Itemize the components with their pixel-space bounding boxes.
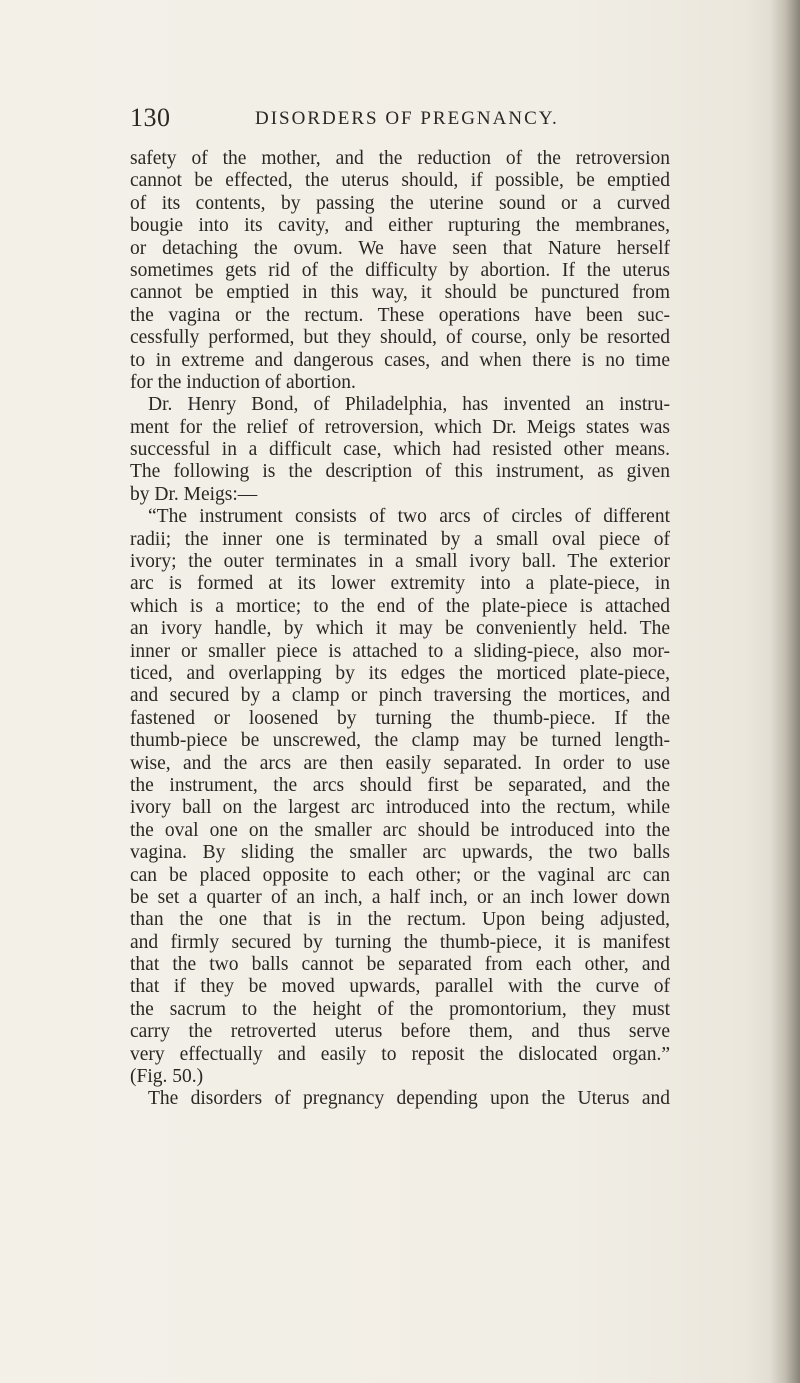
text-line: that the two balls cannot be separated from each other, and bbox=[130, 954, 670, 976]
text-line: the instrument, the arcs should first be separated, and the bbox=[130, 774, 670, 796]
text-line: cannot be emptied in this way, it should be punctured from bbox=[130, 282, 670, 304]
text-line: ivory ball on the largest arc introduced into the rectum, while bbox=[130, 797, 670, 819]
text-line: for the induction of abortion. bbox=[130, 371, 356, 393]
text-line: carry the retroverted uterus before them, and thus serve bbox=[130, 1021, 670, 1043]
text-line: be set a quarter of an inch, a half inch, or an inch lower down bbox=[130, 886, 670, 908]
text-line: “The instrument consists of two arcs of circles of different bbox=[148, 506, 670, 528]
text-line: ticed, and overlapping by its edges the morticed plate-piece, bbox=[130, 662, 670, 684]
text-line: of its contents, by passing the uterine sound or a curved bbox=[130, 192, 670, 214]
running-title: DISORDERS OF PREGNANCY. bbox=[255, 108, 559, 129]
text-line: The disorders of pregnancy depending upon the Uterus and bbox=[148, 1088, 670, 1110]
running-head bbox=[130, 103, 690, 137]
page-number: 130 bbox=[130, 103, 171, 132]
text-line: by Dr. Meigs:— bbox=[130, 483, 258, 505]
text-line: successful in a difficult case, which had resisted other means. bbox=[130, 439, 670, 461]
text-line: can be placed opposite to each other; or the vaginal arc can bbox=[130, 864, 670, 886]
text-line: Dr. Henry Bond, of Philadelphia, has invented an instru- bbox=[148, 394, 670, 416]
text-line: ment for the relief of retroversion, which Dr. Meigs states was bbox=[130, 416, 670, 438]
text-line: the vagina or the rectum. These operations have been suc- bbox=[130, 304, 670, 326]
text-line: the sacrum to the height of the promontorium, they must bbox=[130, 998, 670, 1020]
text-line: inner or smaller piece is attached to a sliding-piece, also mor- bbox=[130, 640, 670, 662]
text-line: (Fig. 50.) bbox=[130, 1066, 204, 1088]
text-line: thumb-piece be unscrewed, the clamp may be turned length- bbox=[130, 730, 670, 752]
text-line: that if they be moved upwards, parallel with the curve of bbox=[130, 976, 670, 998]
text-line: safety of the mother, and the reduction of the retroversion bbox=[130, 148, 670, 169]
text-line: wise, and the arcs are then easily separated. In order to use bbox=[130, 752, 670, 774]
text-line: and firmly secured by turning the thumb-piece, it is manifest bbox=[130, 931, 670, 953]
text-line: than the one that is in the rectum. Upon being adjusted, bbox=[130, 909, 670, 931]
text-line: to in extreme and dangerous cases, and when there is no time bbox=[130, 349, 670, 371]
body-text bbox=[130, 148, 670, 1111]
text-line: ivory; the outer terminates in a small ivory ball. The exterior bbox=[130, 551, 670, 573]
text-line: bougie into its cavity, and either rupturing the membranes, bbox=[130, 215, 670, 237]
text-line: The following is the description of this instrument, as given bbox=[130, 461, 670, 483]
page-edge-shadow bbox=[770, 0, 800, 1383]
text-line: sometimes gets rid of the difficulty by abortion. If the uterus bbox=[130, 259, 670, 281]
text-line: and secured by a clamp or pinch traversing the mortices, and bbox=[130, 685, 670, 707]
text-line: the oval one on the smaller arc should be introduced into the bbox=[130, 819, 670, 841]
text-line: very effectually and easily to reposit the dislocated organ.” bbox=[130, 1043, 670, 1065]
text-line: fastened or loosened by turning the thumb-piece. If the bbox=[130, 707, 670, 729]
text-line: vagina. By sliding the smaller arc upwards, the two balls bbox=[130, 842, 670, 864]
text-line: an ivory handle, by which it may be conveniently held. The bbox=[130, 618, 670, 640]
text-line: arc is formed at its lower extremity into a plate-piece, in bbox=[130, 573, 670, 595]
text-line: cessfully performed, but they should, of course, only be resorted bbox=[130, 327, 670, 349]
text-line: or detaching the ovum. We have seen that Nature herself bbox=[130, 237, 670, 259]
text-line: which is a mortice; to the end of the plate-piece is attached bbox=[130, 595, 670, 617]
text-line: radii; the inner one is terminated by a small oval piece of bbox=[130, 528, 670, 550]
text-line: cannot be effected, the uterus should, if possible, be emptied bbox=[130, 170, 670, 192]
